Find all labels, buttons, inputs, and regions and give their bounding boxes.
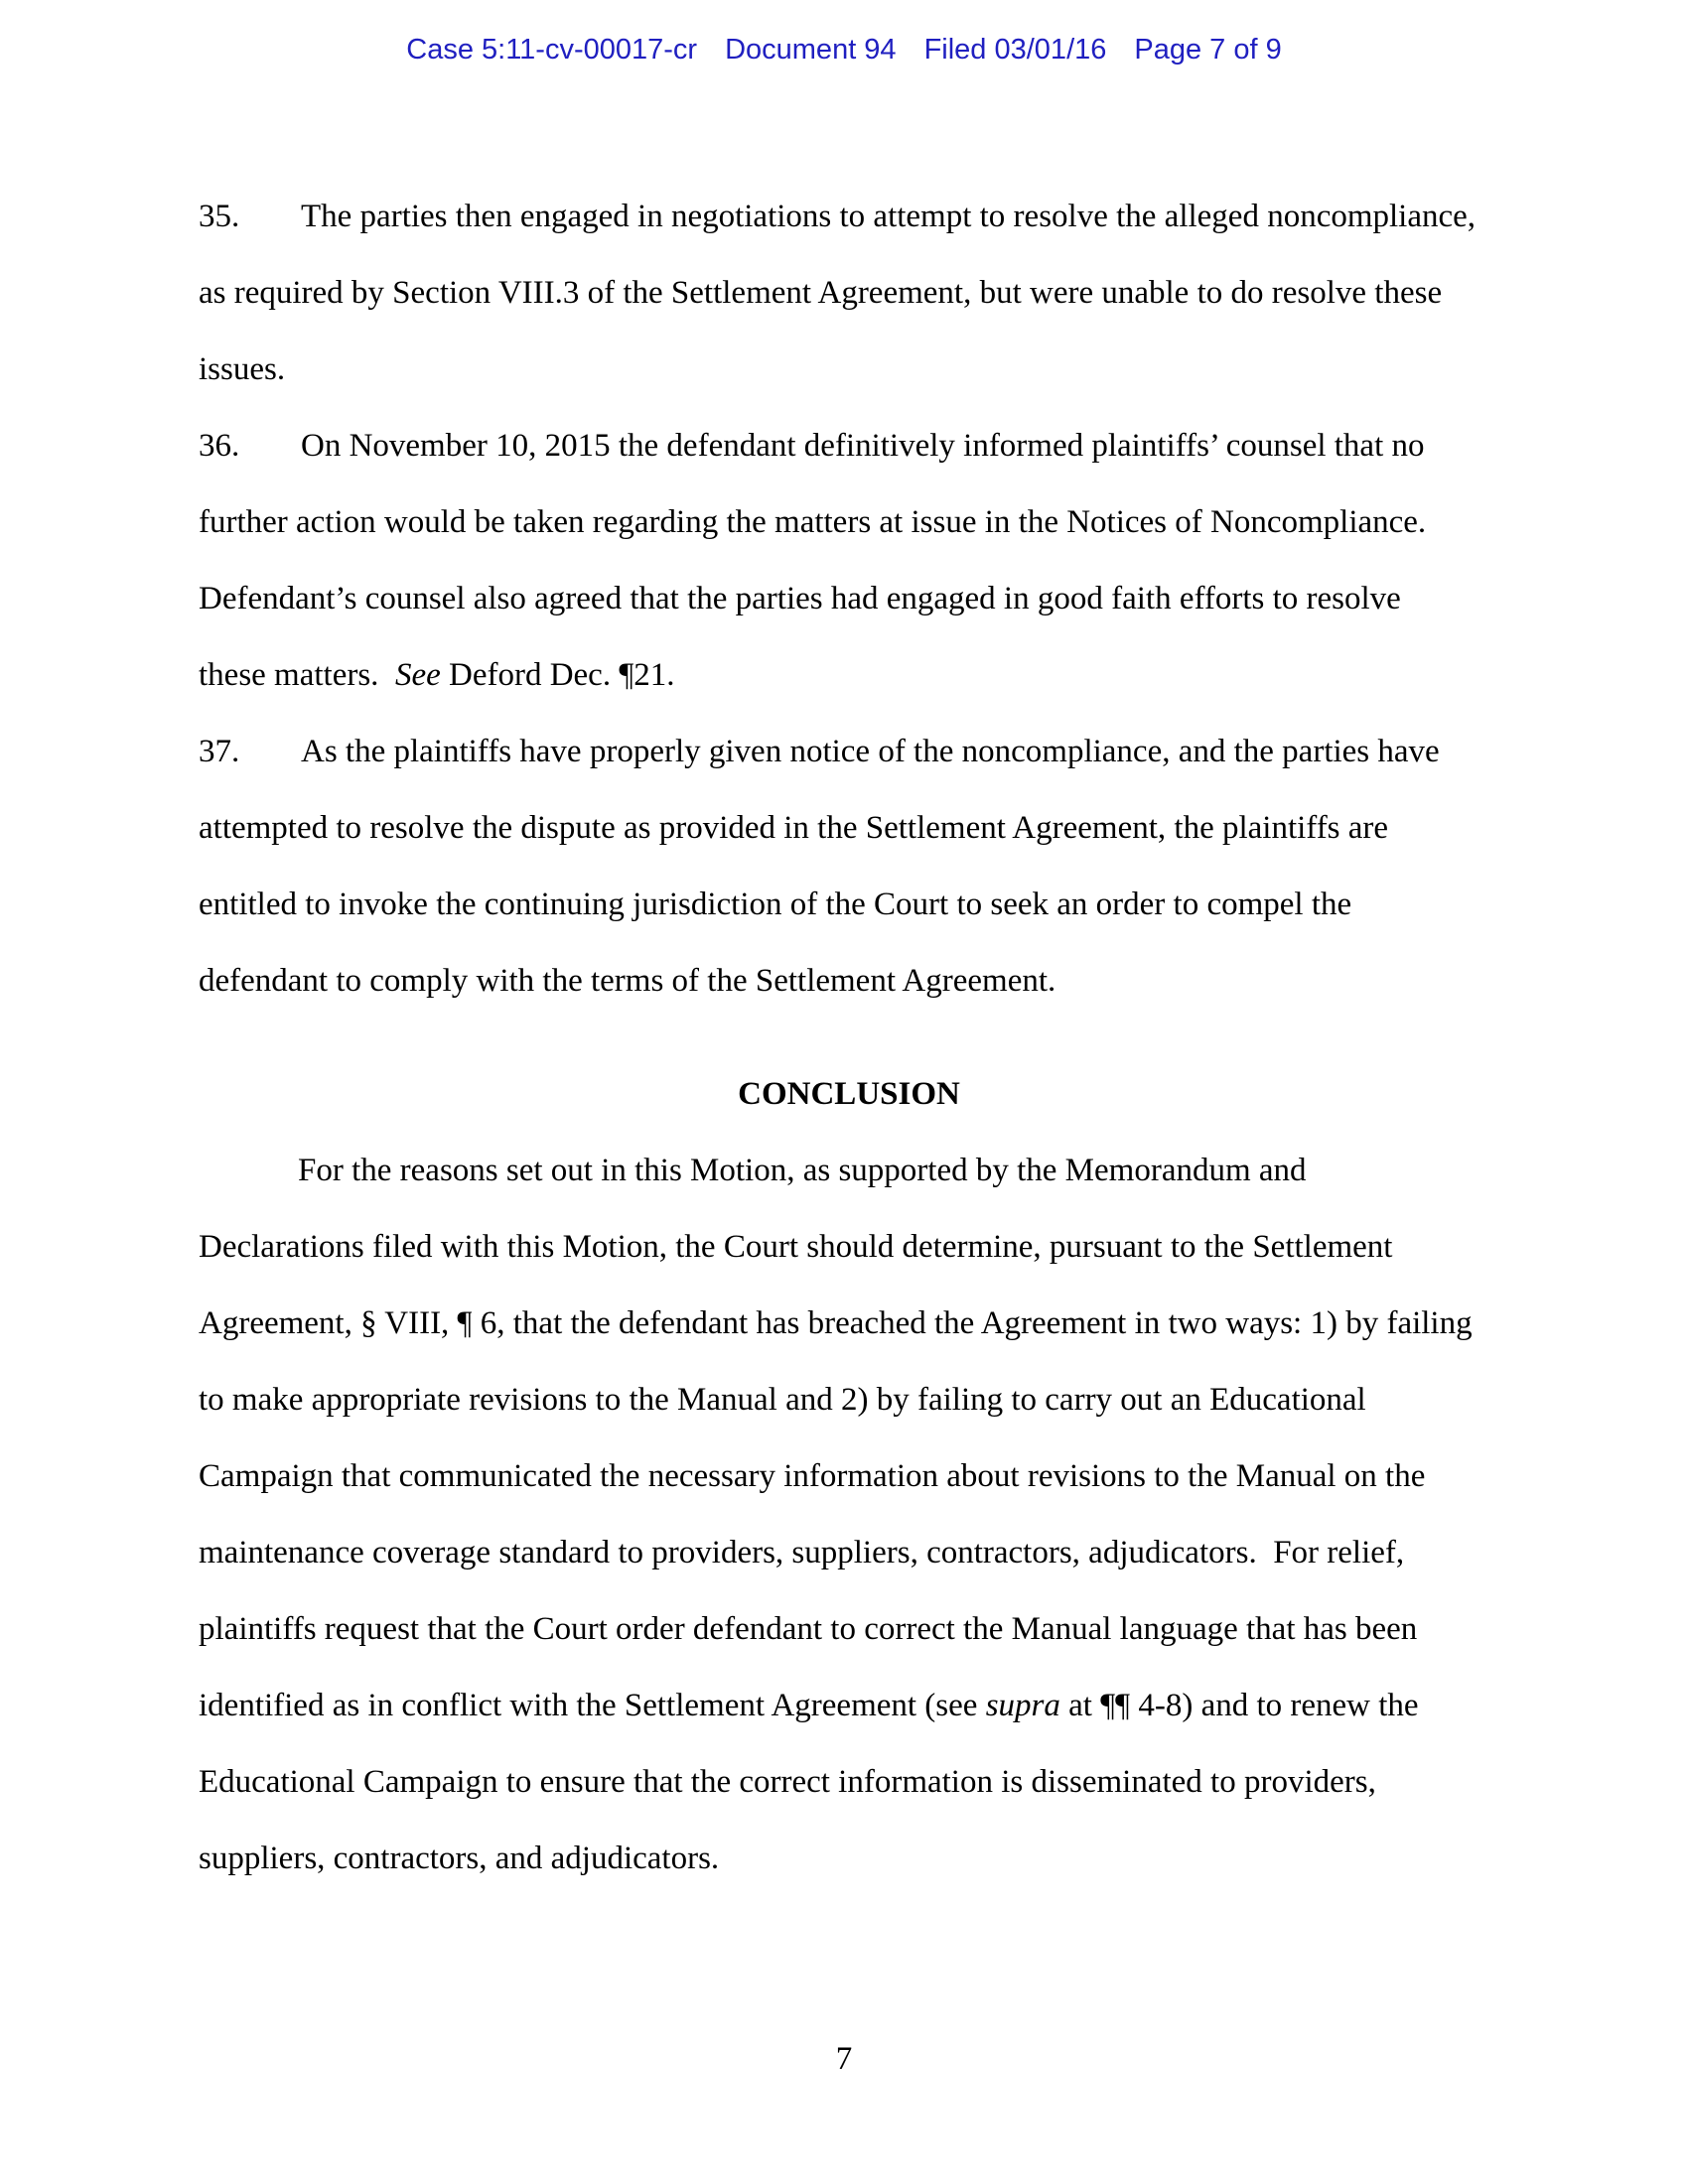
text-line: attempted to resolve the dispute as provided in the Settlement Agreement, the plaintiffs are [199, 810, 1389, 846]
page-number: 7 [835, 2041, 853, 2077]
text-line: suppliers, contractors, and adjudicators. [199, 1841, 720, 1876]
text-line: Agreement, § VIII, ¶ 6, that the defendant has breached the Agreement in two ways: 1) by failing [199, 1305, 1473, 1341]
text-line: to make appropriate revisions to the Manual and 2) by failing to carry out an Educational [199, 1382, 1366, 1418]
conclusion-heading: CONCLUSION [738, 1076, 960, 1112]
text-line: For the reasons set out in this Motion, as supported by the Memorandum and [298, 1153, 1307, 1188]
text-line: further action would be taken regarding the matters at issue in the Notices of Noncompliance. [199, 504, 1427, 540]
case-header [0, 34, 1688, 67]
header-document-number: Document 94 [725, 34, 897, 66]
text-line: as required by Section VIII.3 of the Settlement Agreement, but were unable to do resolve these [199, 275, 1443, 311]
numbered-paragraphs-section [199, 179, 1499, 1020]
text-line: 37. As the plaintiffs have properly given notice of the noncompliance, and the parties have [199, 714, 1499, 790]
document-body [199, 179, 1499, 1897]
header-filed-date: Filed 03/01/16 [923, 34, 1107, 66]
text-line: maintenance coverage standard to providers, suppliers, contractors, adjudicators. For relief, [199, 1535, 1405, 1570]
text-line: identified as in conflict with the Settlement Agreement (see supra at ¶¶ 4-8) and to renew the [199, 1688, 1419, 1723]
text-line: 36. On November 10, 2015 the defendant definitively informed plaintiffs’ counsel that no [199, 408, 1499, 484]
text-line: issues. [199, 351, 286, 387]
text-line: Educational Campaign to ensure that the correct information is disseminated to providers, [199, 1764, 1376, 1800]
conclusion-paragraph [199, 1133, 1499, 1897]
numbered-paragraph [199, 408, 1499, 714]
text-line: defendant to comply with the terms of the Settlement Agreement. [199, 963, 1056, 999]
text-line: plaintiffs request that the Court order defendant to correct the Manual language that has been [199, 1611, 1418, 1647]
text-line: Defendant’s counsel also agreed that the parties had engaged in good faith efforts to resolve [199, 581, 1401, 616]
paragraph-number: 37. [199, 734, 240, 769]
header-case-number: Case 5:11-cv-00017-cr [406, 34, 698, 66]
paragraph-number: 35. [199, 199, 240, 234]
numbered-paragraph [199, 179, 1499, 408]
header-page-indicator: Page 7 of 9 [1134, 34, 1282, 66]
text-line: Campaign that communicated the necessary information about revisions to the Manual on the [199, 1458, 1426, 1494]
numbered-paragraph [199, 714, 1499, 1020]
text-line: these matters. See Deford Dec. ¶21. [199, 657, 675, 693]
paragraph-number: 36. [199, 428, 240, 464]
text-line: Declarations filed with this Motion, the Court should determine, pursuant to the Settlement [199, 1229, 1393, 1265]
text-line: 35. The parties then engaged in negotiations to attempt to resolve the alleged noncompliance, [199, 179, 1499, 255]
text-line: entitled to invoke the continuing jurisdiction of the Court to seek an order to compel the [199, 887, 1352, 922]
